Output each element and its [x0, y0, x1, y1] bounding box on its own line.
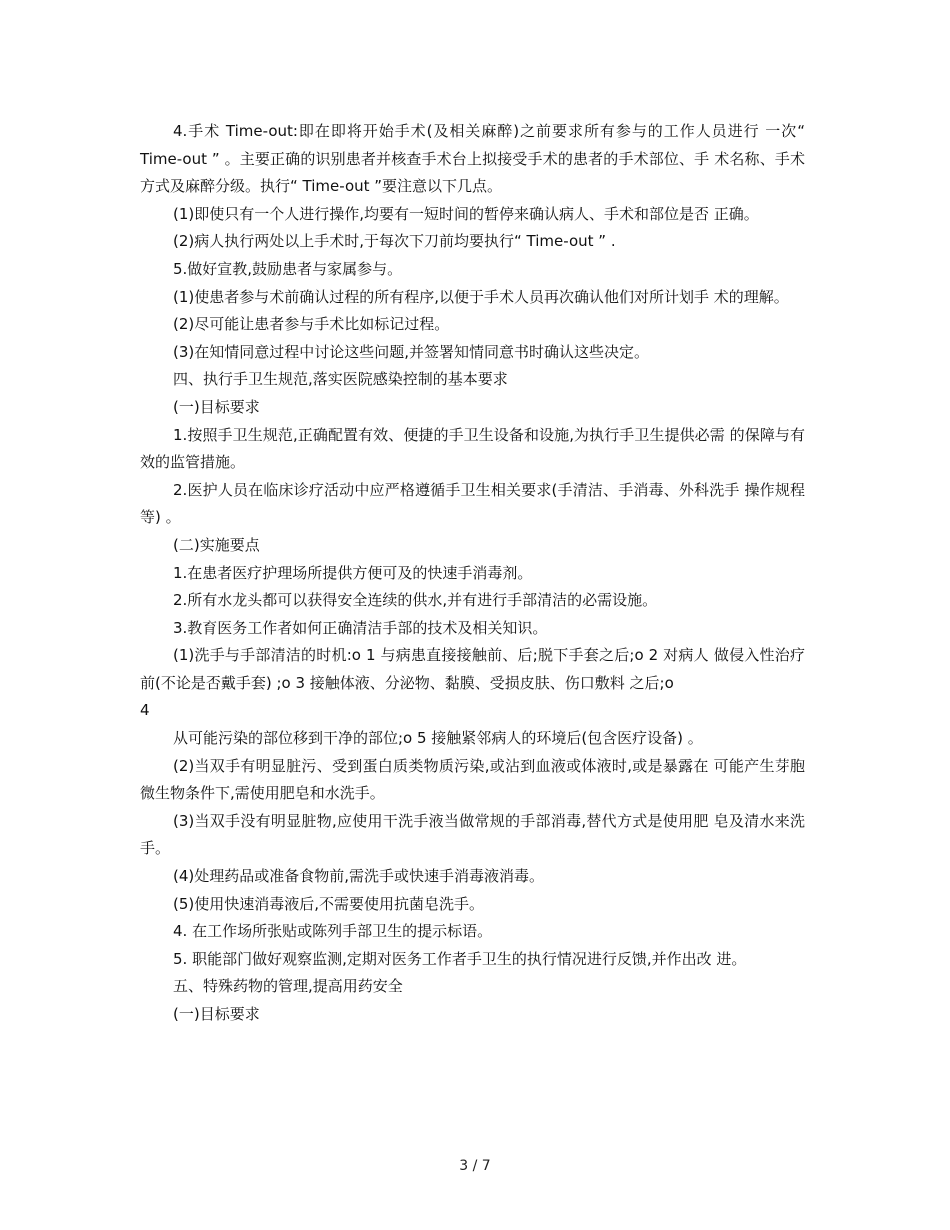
paragraph: (2)尽可能让患者参与手术比如标记过程。 — [173, 315, 450, 334]
paragraph: 1.在患者医疗护理场所提供方便可及的快速手消毒剂。 — [173, 563, 533, 582]
paragraph: 3.教育医务工作者如何正确清洁手部的技术及相关知识。 — [173, 618, 548, 637]
paragraph: 1.按照手卫生规范,正确配置有效、便捷的手卫生设备和设施,为执行手卫生提供必需 的保障与有效的监管措施。 — [140, 425, 805, 472]
paragraph: (5)使用快速消毒液后,不需要使用抗菌皂洗手。 — [173, 894, 485, 913]
page-number: 3 / 7 — [459, 1158, 491, 1174]
paragraph: 从可能污染的部位移到干净的部位;ο 5 接触紧邻病人的环境后(包含医疗设备) 。 — [173, 729, 703, 748]
paragraph: 4. 在工作场所张贴或陈列手部卫生的提示标语。 — [173, 922, 493, 941]
paragraph: 5.做好宣教,鼓励患者与家属参与。 — [173, 259, 403, 278]
paragraph: (2)当双手有明显脏污、受到蛋白质类物质污染,或沾到血液或体液时,或是暴露在 可能产生芽胞微生物条件下,需使用肥皂和水洗手。 — [140, 756, 805, 803]
paragraph: (一)目标要求 — [173, 397, 260, 416]
paragraph: (3)当双手没有明显脏物,应使用干洗手液当做常规的手部消毒,替代方式是使用肥 皂及清水来洗手。 — [140, 811, 805, 858]
paragraph: (3)在知情同意过程中讨论这些问题,并签署知情同意书时确认这些决定。 — [173, 342, 650, 361]
paragraph: (二)实施要点 — [173, 535, 260, 554]
paragraph: (1)洗手与手部清洁的时机:ο 1 与病患直接接触前、后;脱下手套之后;ο 2 对病人 做侵入性治疗前(不论是否戴手套) ;ο 3 接触体液、分泌物、黏膜、受损皮肤、伤口敷料 之后;ο — [140, 646, 805, 692]
paragraph: 2.所有水龙头都可以获得安全连续的供水,并有进行手部清洁的必需设施。 — [173, 591, 658, 610]
paragraph: (一)目标要求 — [173, 1005, 260, 1023]
paragraph: (1)使患者参与术前确认过程的所有程序,以便于手术人员再次确认他们对所计划手 术的理解。 — [173, 287, 789, 306]
paragraph: (1)即使只有一个人进行操作,均要有一短时间的暂停来确认病人、手术和部位是否 正确。 — [173, 204, 759, 223]
paragraph: 四、执行手卫生规范,落实医院感染控制的基本要求 — [173, 370, 508, 389]
paragraph: 4.手术 Time-out:即在即将开始手术(及相关麻醉)之前要求所有参与的工作人员进行 一次“ Time-out ” 。主要正确的识别患者并核查手术台上拟接受手术的患者的手术部位、手 术名称、手术方式及麻醉分级。执行“ Time-out ”要注意以下几点。 — [140, 122, 805, 196]
paragraph: (2)病人执行两处以上手术时,于每次下刀前均要执行“ Time-out ” . — [173, 232, 616, 251]
paragraph: 5. 职能部门做好观察监测,定期对医务工作者手卫生的执行情况进行反馈,并作出改 进。 — [173, 949, 747, 968]
paragraph: (4)处理药品或准备食物前,需洗手或快速手消毒液消毒。 — [173, 867, 545, 886]
paragraph: 五、特殊药物的管理,提高用药安全 — [173, 977, 403, 996]
paragraph: 2.医护人员在临床诊疗活动中应严格遵循手卫生相关要求(手清洁、手消毒、外科洗手 操作规程等) 。 — [140, 480, 805, 527]
document-body — [140, 118, 805, 1029]
paragraph: 4 — [140, 701, 150, 720]
